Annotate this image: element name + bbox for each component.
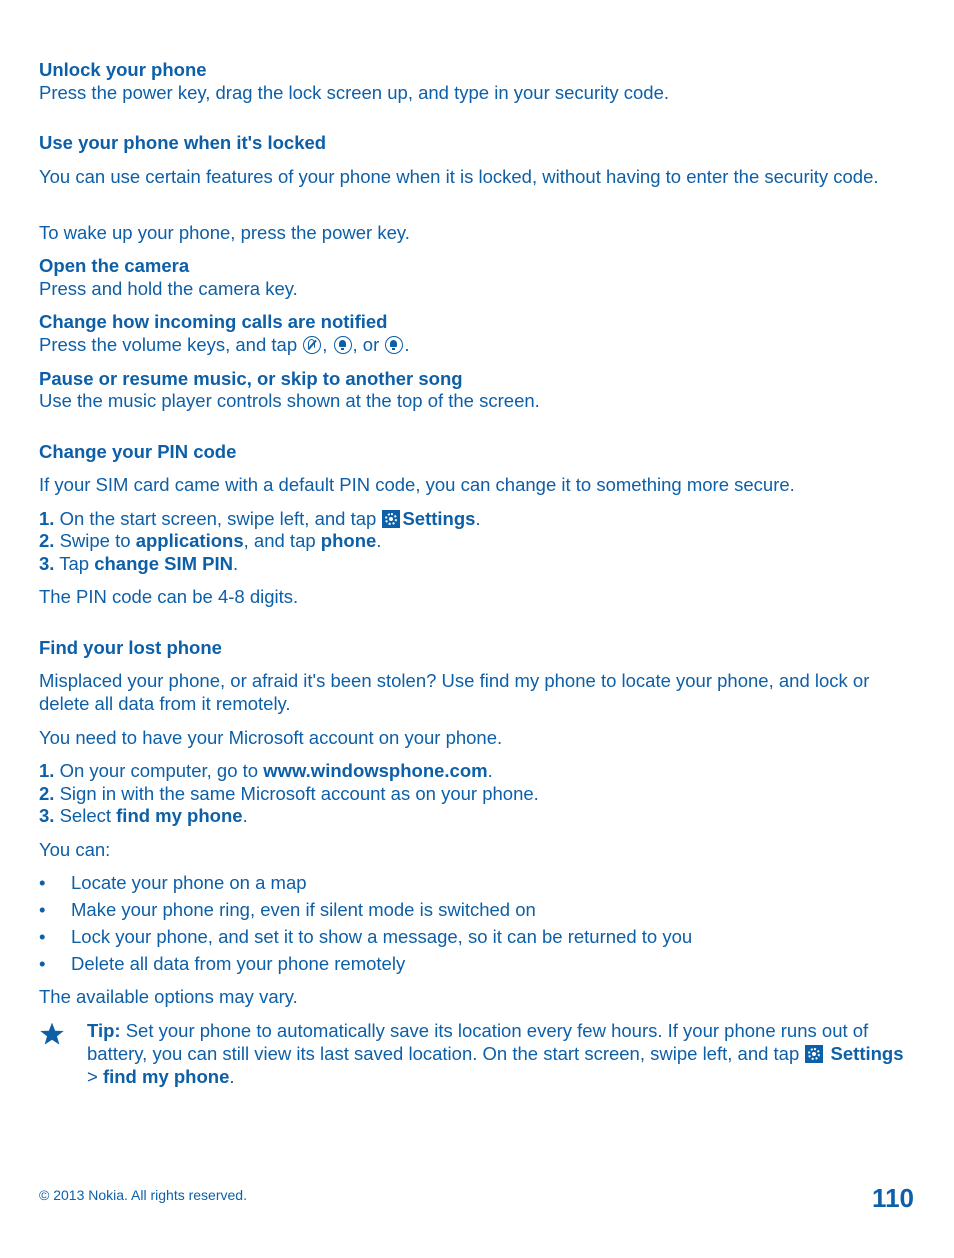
step-end: . — [487, 760, 493, 781]
windowsphone-link[interactable]: www.windowsphone.com — [263, 760, 488, 781]
step-text: On your computer, go to — [59, 760, 259, 781]
pin-note: The PIN code can be 4-8 digits. — [39, 586, 299, 607]
calls-sep-1: , — [322, 334, 328, 355]
locked-intro: You can use certain features of your phone when it is locked, without having to enter the security code. — [39, 166, 879, 187]
step-text: On the start screen, swipe left, and tap — [59, 508, 377, 529]
calls-sep-2: , or — [352, 334, 380, 355]
list-item: • Delete all data from your phone remotely — [39, 952, 919, 979]
tip-settings: Settings — [830, 1043, 904, 1064]
tip-body: Set your phone to automatically save its location every few hours. If your phone runs out of battery, you can still view its last saved location. On the start screen, swipe left, and tap — [87, 1020, 869, 1064]
pin-step-3 — [39, 552, 919, 575]
heading-calls: Change how incoming calls are notified — [39, 311, 388, 332]
tip-find-my-phone: find my phone — [102, 1066, 230, 1087]
step-text: Select — [59, 805, 111, 826]
phone-label: phone — [320, 530, 377, 551]
heading-unlock: Unlock your phone — [39, 59, 207, 80]
step-text: , and tap — [243, 530, 316, 551]
step-number: 2. — [39, 783, 55, 804]
step-number: 1. — [39, 760, 55, 781]
step-number: 1. — [39, 508, 55, 529]
vibrate-icon — [385, 336, 403, 354]
step-end: . — [475, 508, 481, 529]
tip-arrow: > — [87, 1066, 98, 1087]
lost-step-2 — [39, 782, 919, 805]
page-number: 110 — [872, 1183, 914, 1213]
lost-step-1 — [39, 759, 919, 782]
settings-gear-icon — [382, 510, 400, 528]
camera-text: Press and hold the camera key. — [39, 278, 298, 299]
list-item: • Locate your phone on a map — [39, 871, 919, 898]
heading-music: Pause or resume music, or skip to another song — [39, 368, 463, 389]
copyright: © 2013 Nokia. All rights reserved. — [39, 1187, 247, 1203]
step-number: 3. — [39, 805, 55, 826]
heading-camera: Open the camera — [39, 255, 190, 276]
heading-lost: Find your lost phone — [39, 637, 222, 658]
capabilities-list — [39, 871, 919, 979]
applications-label: applications — [135, 530, 244, 551]
step-number: 2. — [39, 530, 55, 551]
lost-intro: Misplaced your phone, or afraid it's been stolen? Use find my phone to locate your phone, and lock or delete all data from it remotely. — [39, 670, 870, 714]
step-text: Sign in with the same Microsoft account as on your phone. — [59, 783, 539, 804]
ringer-on-icon — [334, 336, 352, 354]
lost-need: You need to have your Microsoft account on your phone. — [39, 727, 503, 748]
tip-text — [87, 1019, 917, 1088]
lost-step-3 — [39, 804, 919, 827]
music-text: Use the music player controls shown at the top of the screen. — [39, 390, 540, 411]
heading-locked: Use your phone when it's locked — [39, 132, 327, 153]
you-can: You can: — [39, 839, 111, 860]
star-icon — [39, 1021, 65, 1047]
calls-end: . — [404, 334, 410, 355]
ringer-off-icon — [303, 336, 321, 354]
pin-intro: If your SIM card came with a default PIN code, you can change it to something more secure. — [39, 474, 795, 495]
tip-label: Tip: — [87, 1020, 121, 1041]
settings-label: Settings — [402, 508, 476, 529]
settings-gear-icon — [805, 1045, 823, 1063]
unlock-text: Press the power key, drag the lock screen up, and type in your security code. — [39, 82, 670, 103]
tip-end: . — [229, 1066, 235, 1087]
heading-pin: Change your PIN code — [39, 441, 237, 462]
calls-text — [39, 333, 919, 356]
change-sim-pin-label: change SIM PIN — [94, 553, 233, 574]
step-number: 3. — [39, 553, 55, 574]
calls-text-main: Press the volume keys, and tap — [39, 334, 298, 355]
list-item: • Lock your phone, and set it to show a message, so it can be returned to you — [39, 925, 919, 952]
locked-wake: To wake up your phone, press the power key. — [39, 222, 410, 243]
step-end: . — [376, 530, 382, 551]
list-item: • Make your phone ring, even if silent mode is switched on — [39, 898, 919, 925]
pin-step-2 — [39, 529, 919, 552]
step-text: Swipe to — [59, 530, 131, 551]
step-end: . — [242, 805, 248, 826]
step-end: . — [233, 553, 239, 574]
step-text: Tap — [59, 553, 90, 574]
pin-step-1 — [39, 507, 919, 530]
find-my-phone-label: find my phone — [116, 805, 243, 826]
options-note: The available options may vary. — [39, 986, 298, 1007]
